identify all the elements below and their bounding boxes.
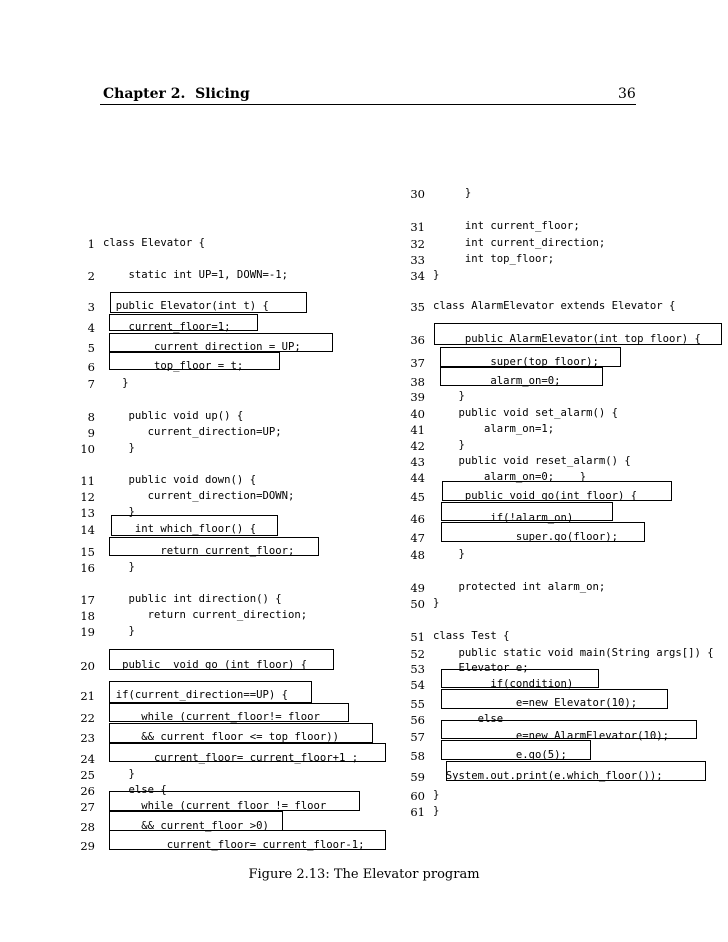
code-line: } (103, 561, 135, 573)
code-line: super.go(floor); (433, 531, 618, 543)
line-number: 20 (80, 659, 95, 673)
slice-box (446, 761, 706, 781)
line-number: 57 (410, 730, 425, 744)
code-line: alarm_on=1; (433, 423, 555, 435)
code-line: class AlarmElevator extends Elevator { (433, 300, 676, 312)
line-number: 27 (80, 800, 95, 814)
code-line: super(top_floor); (433, 356, 599, 368)
code-line: } (433, 597, 440, 609)
code-line: return current_direction; (103, 609, 308, 621)
line-number: 48 (410, 548, 425, 562)
code-line: public int direction() { (103, 593, 282, 605)
slice-box (110, 292, 307, 313)
line-number: 25 (80, 768, 95, 782)
slice-box (109, 314, 258, 331)
line-number: 59 (410, 770, 425, 784)
slice-box (109, 743, 386, 762)
code-line: && current_floor >0) (103, 820, 269, 832)
line-number: 12 (80, 490, 95, 504)
code-line: public void set_alarm() { (433, 407, 618, 419)
line-number: 55 (410, 697, 425, 711)
line-number: 13 (80, 506, 95, 520)
code-line: int current_direction; (433, 237, 606, 249)
code-line: alarm_on=0; (433, 375, 561, 387)
slice-box (441, 720, 697, 739)
line-number: 7 (87, 377, 95, 391)
slice-box (440, 367, 603, 386)
code-line: current_floor= current_floor+1 ; (103, 752, 359, 764)
line-number: 32 (410, 237, 425, 251)
slice-box (109, 703, 349, 722)
line-number: 56 (410, 713, 425, 727)
code-line: if(!alarm_on) (433, 512, 574, 524)
line-number: 4 (87, 321, 95, 335)
line-number: 60 (410, 789, 425, 803)
header-rule (100, 104, 636, 105)
line-number: 8 (87, 410, 95, 424)
code-line: while (current_floor!= floor (103, 711, 320, 723)
slice-box (109, 791, 360, 811)
line-number: 16 (80, 561, 95, 575)
code-line: current_direction=UP; (103, 426, 282, 438)
line-number: 46 (410, 512, 425, 526)
code-line: else (433, 713, 504, 725)
code-line: e.go(5); (433, 749, 567, 761)
code-line: } (433, 805, 440, 817)
slice-box (441, 689, 668, 709)
code-line: } (433, 789, 440, 801)
line-number: 35 (410, 300, 425, 314)
code-line: current_direction = UP; (103, 341, 301, 353)
code-line: int top_floor; (433, 253, 555, 265)
line-number: 38 (410, 375, 425, 389)
code-line: class Test { (433, 630, 510, 642)
line-number: 21 (80, 689, 95, 703)
line-number: 39 (410, 390, 425, 404)
code-line: } (103, 442, 135, 454)
chapter-title: Chapter 2. Slicing (103, 86, 250, 102)
line-number: 18 (80, 609, 95, 623)
code-line: System.out.print(e.which_floor()); (433, 770, 663, 782)
line-number: 2 (87, 269, 95, 283)
slice-box (441, 669, 599, 688)
line-number: 47 (410, 531, 425, 545)
line-number: 28 (80, 820, 95, 834)
slice-box (109, 681, 312, 703)
figure-caption: Figure 2.13: The Elevator program (248, 867, 480, 882)
slice-box (441, 522, 645, 542)
line-number: 9 (87, 426, 95, 440)
code-line: current_floor=1; (103, 321, 231, 333)
code-line: } (103, 625, 135, 637)
code-line: public AlarmElevator(int top_floor) { (433, 333, 701, 345)
code-line: } (103, 506, 135, 518)
line-number: 5 (87, 341, 95, 355)
code-line: current_floor= current_floor-1; (103, 839, 365, 851)
code-line: public static void main(String args[]) { (433, 647, 714, 659)
line-number: 44 (410, 471, 425, 485)
code-line: } (433, 390, 465, 402)
code-line: top_floor = t; (103, 360, 244, 372)
code-line: while (current_floor != floor (103, 800, 327, 812)
code-line: public void up() { (103, 410, 244, 422)
code-line: current_direction=DOWN; (103, 490, 295, 502)
line-number: 42 (410, 439, 425, 453)
line-number: 29 (80, 839, 95, 853)
code-line: } (433, 439, 465, 451)
slice-box (440, 347, 621, 367)
line-number: 37 (410, 356, 425, 370)
code-line: int which_floor() { (103, 523, 257, 535)
slice-box (109, 723, 373, 743)
code-line: } (433, 187, 472, 199)
line-number: 41 (410, 423, 425, 437)
slice-box (109, 830, 386, 850)
code-line: && current_floor <= top_floor)) (103, 731, 339, 743)
slice-box (109, 352, 280, 370)
code-line: e=new Elevator(10); (433, 697, 638, 709)
page-number: 36 (618, 86, 636, 102)
line-number: 17 (80, 593, 95, 607)
code-line: } (103, 377, 129, 389)
line-number: 31 (410, 220, 425, 234)
code-line: if(current_direction==UP) { (103, 689, 288, 701)
code-line: } (103, 768, 135, 780)
code-line: Elevator e; (433, 662, 529, 674)
code-line: return current_floor; (103, 545, 295, 557)
code-line: public void down() { (103, 474, 257, 486)
line-number: 23 (80, 731, 95, 745)
line-number: 34 (410, 269, 425, 283)
slice-box (111, 515, 278, 536)
line-number: 53 (410, 662, 425, 676)
slice-box (434, 323, 722, 345)
line-number: 3 (87, 300, 95, 314)
code-line: alarm_on=0; } (433, 471, 587, 483)
slice-box (109, 649, 334, 670)
code-line: public Elevator(int t) { (103, 300, 269, 312)
code-line: int current_floor; (433, 220, 580, 232)
code-line: if(condition) (433, 678, 574, 690)
slice-box (441, 740, 591, 760)
slice-box (109, 537, 319, 556)
line-number: 61 (410, 805, 425, 819)
line-number: 51 (410, 630, 425, 644)
line-number: 22 (80, 711, 95, 725)
line-number: 10 (80, 442, 95, 456)
line-number: 15 (80, 545, 95, 559)
code-line: } (433, 269, 440, 281)
line-number: 52 (410, 647, 425, 661)
line-number: 19 (80, 625, 95, 639)
code-line: else { (103, 784, 167, 796)
slice-box (441, 502, 613, 521)
line-number: 1 (87, 237, 95, 251)
line-number: 26 (80, 784, 95, 798)
code-line: static int UP=1, DOWN=-1; (103, 269, 288, 281)
line-number: 43 (410, 455, 425, 469)
line-number: 36 (410, 333, 425, 347)
code-line: public void reset_alarm() { (433, 455, 631, 467)
line-number: 58 (410, 749, 425, 763)
line-number: 14 (80, 523, 95, 537)
line-number: 49 (410, 581, 425, 595)
line-number: 11 (80, 474, 95, 488)
code-line: public void go(int floor) { (433, 490, 638, 502)
line-number: 6 (87, 360, 95, 374)
line-number: 40 (410, 407, 425, 421)
line-number: 50 (410, 597, 425, 611)
code-line: protected int alarm_on; (433, 581, 606, 593)
code-line: } (433, 548, 465, 560)
slice-box (442, 481, 672, 501)
slice-box (109, 333, 333, 352)
code-line: class Elevator { (103, 237, 206, 249)
line-number: 24 (80, 752, 95, 766)
code-line: public void go (int floor) { (103, 659, 308, 671)
code-line: e=new AlarmElevator(10); (433, 730, 669, 742)
line-number: 30 (410, 187, 425, 201)
line-number: 45 (410, 490, 425, 504)
line-number: 33 (410, 253, 425, 267)
line-number: 54 (410, 678, 425, 692)
slice-box (109, 811, 283, 831)
